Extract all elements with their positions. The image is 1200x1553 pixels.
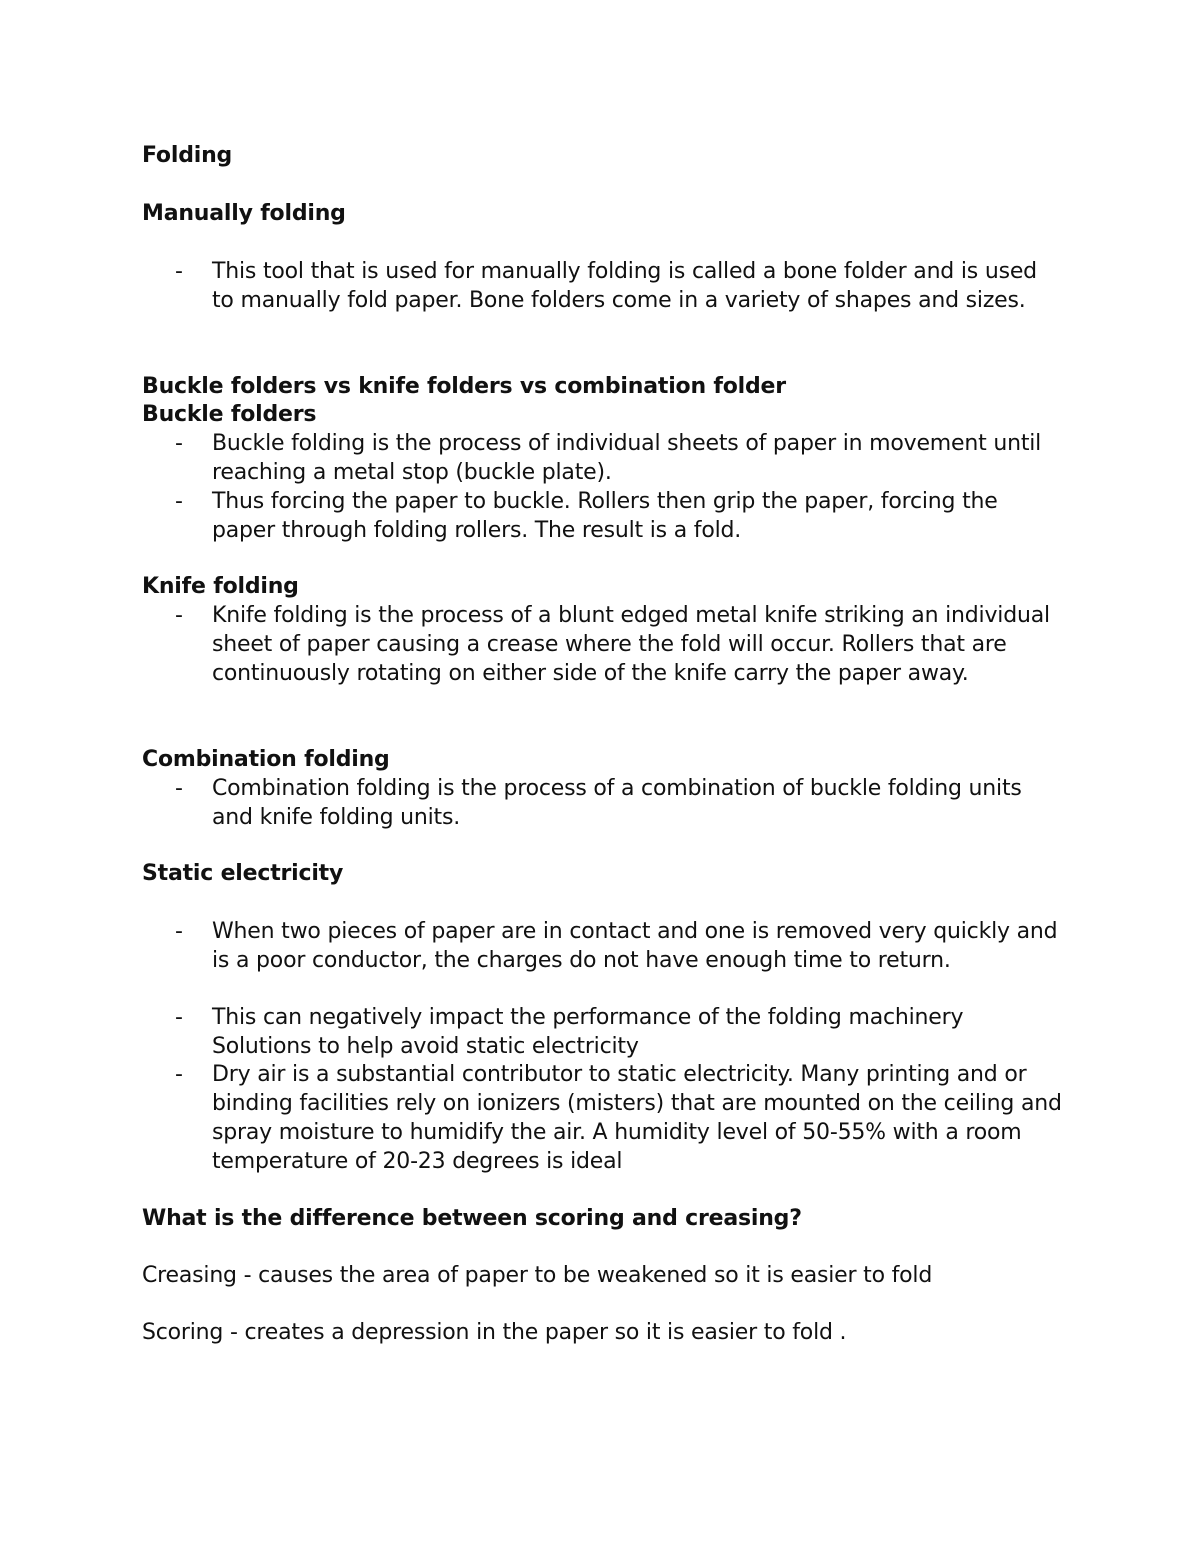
buckle-bullet-2: Thus forcing the paper to buckle. Rollers then grip the paper, forcing the paper through folding rollers. The result is a fold.	[212, 489, 998, 543]
section-heading-compare: Buckle folders vs knife folders vs combination folder	[142, 374, 786, 399]
bullet-dash: -	[175, 919, 183, 944]
document-title: Folding	[142, 143, 233, 168]
bullet-dash: -	[175, 431, 183, 456]
bullet-dash: -	[175, 259, 183, 284]
section-heading-knife: Knife folding	[142, 574, 299, 599]
bullet-dash: -	[175, 603, 183, 628]
section-heading-manual: Manually folding	[142, 201, 346, 226]
knife-bullet-1: Knife folding is the process of a blunt edged metal knife striking an individual sheet of paper causing a crease where the fold will occur. Rollers that are continuously rotating on either side of the knife carry the paper away.	[212, 603, 1050, 686]
static-bullet-3: Dry air is a substantial contributor to static electricity. Many printing and or binding facilities rely on ionizers (misters) that are mounted on the ceiling and spray moisture to humidify the air. A humidity level of 50-55% with a room temperature of 20-23 degrees is ideal	[212, 1062, 1062, 1174]
section-heading-difference: What is the difference between scoring and creasing?	[142, 1206, 802, 1231]
bullet-dash: -	[175, 1062, 183, 1087]
scoring-definition: Scoring - creates a depression in the paper so it is easier to fold .	[142, 1320, 847, 1345]
bullet-dash: -	[175, 776, 183, 801]
static-bullet-1: When two pieces of paper are in contact and one is removed very quickly and is a poor conductor, the charges do not have enough time to return.	[212, 919, 1058, 973]
bullet-dash: -	[175, 489, 183, 514]
section-heading-buckle: Buckle folders	[142, 402, 317, 427]
bullet-dash: -	[175, 1005, 183, 1030]
combination-bullet-1: Combination folding is the process of a combination of buckle folding units and knife folding units.	[212, 776, 1022, 830]
creasing-definition: Creasing - causes the area of paper to be weakened so it is easier to fold	[142, 1263, 933, 1288]
buckle-bullet-1: Buckle folding is the process of individual sheets of paper in movement until reaching a metal stop (buckle plate).	[212, 431, 1042, 485]
section-heading-combination: Combination folding	[142, 747, 390, 772]
section-heading-static: Static electricity	[142, 861, 344, 886]
manual-bullet-1: This tool that is used for manually folding is called a bone folder and is used to manually fold paper. Bone folders come in a variety of shapes and sizes.	[212, 259, 1037, 313]
static-bullet-2: This can negatively impact the performance of the folding machinery Solutions to help avoid static electricity	[212, 1005, 964, 1059]
